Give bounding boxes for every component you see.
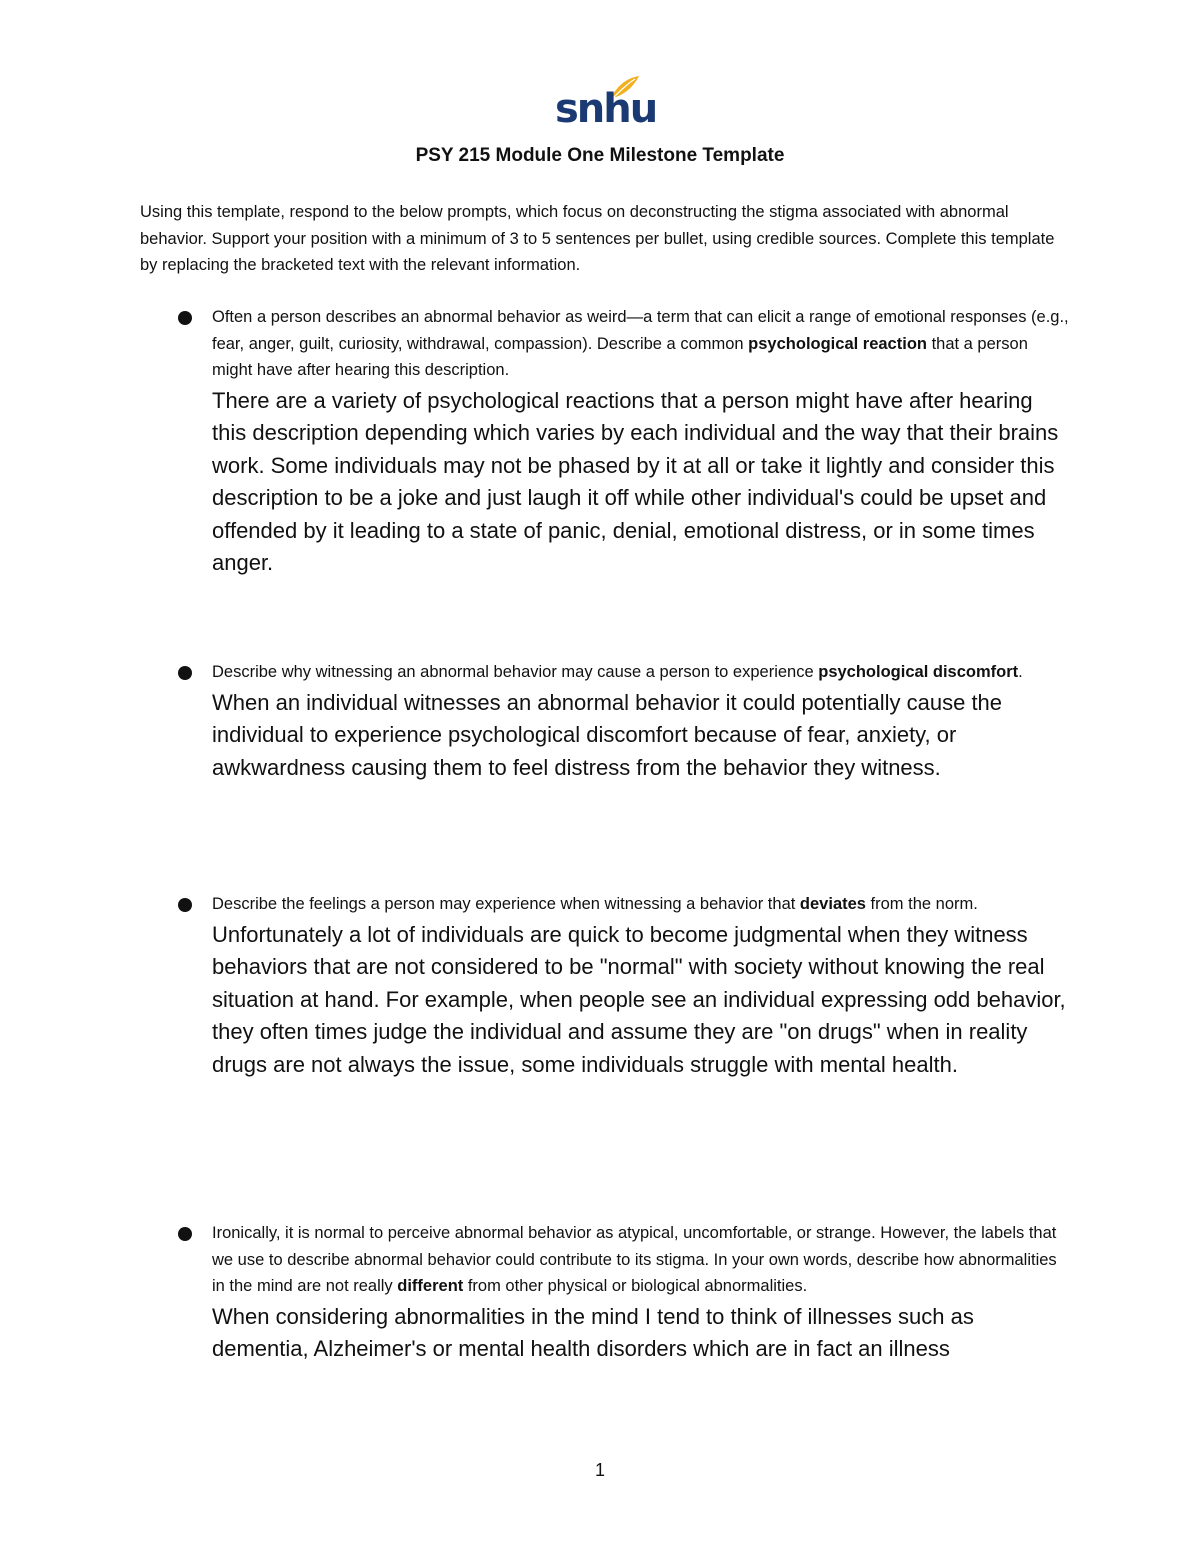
prompt-section-1 [212,304,1072,580]
prompt-section-3 [212,891,1072,1081]
answer-text: When an individual witnesses an abnormal behavior it could potentially cause the individual to experience psychological discomfort because of fear, anxiety, or awkwardness causing them to feel distress from the behavior they witness. [212,689,1003,780]
prompt-part: Ironically, it is normal to perceive abnormal behavior as atypical, uncomfortable, or strange. However, the labels that we use to describe abnormal behavior could contribute to its stigma. In your own words, describe how abnormalities in the mind are not really [212,1224,1057,1295]
prompt-emphasis: psychological reaction [748,334,927,353]
prompt-emphasis: psychological discomfort [818,663,1019,681]
snhu-logo [555,74,657,134]
prompt-part: from the norm. [865,895,978,913]
answer-text: When considering abnormalities in the mind I tend to think of illnesses such as dementia, Alzheimer's or mental health disorders which are in fact an illness [212,1303,974,1361]
prompt-section-4 [212,1220,1072,1366]
prompt-part: . [1018,663,1023,681]
logo-text: snhu [555,86,657,132]
answer-text: There are a variety of psychological reactions that a person might have after hearing this description depending which varies by each individual and the way that their brains work. Some individuals may not be phased by it at all or take it lightly and consider this description to be a joke and just laugh it off while other individual's could be upset and offended by it leading to a state of panic, denial, emotional distress, or in some times anger. [212,387,1059,575]
prompt-text [212,891,1072,918]
intro-paragraph: Using this template, respond to the below prompts, which focus on deconstructing the stigma associated with abnormal behavior. Support your position with a minimum of 3 to 5 sentences per bullet, using credible sources. Complete this template by replacing the bracketed text with the relevant information. [140,203,1055,274]
document-title: PSY 215 Module One Milestone Template [415,145,785,166]
page-number: 1 [594,1460,605,1480]
prompt-emphasis: different [397,1277,464,1295]
bullet-icon [178,1227,192,1241]
prompt-text [212,304,1072,384]
prompt-emphasis: deviates [799,895,866,913]
bullet-icon [178,311,192,325]
prompt-part: Often a person describes an abnormal behavior as weird—a term that can elicit a range of emotional responses (e.g., fear, anger, guilt, curiosity, withdrawal, compassion). Describe a common [212,308,1069,353]
answer-text: Unfortunately a lot of individuals are quick to become judgmental when they witness behaviors that are not considered to be "normal" with society without knowing the real situation at hand. For example, when people see an individual expressing odd behavior, they often times judge the individual and assume they are "on drugs" when in reality drugs are not always the issue, some individuals struggle with mental health. [212,921,1066,1077]
bullet-icon [178,898,192,912]
prompt-part: that a person might have after hearing this description. [212,334,1028,379]
prompt-section-2 [212,659,1072,784]
prompt-part: Describe why witnessing an abnormal behavior may cause a person to experience [212,663,819,681]
prompt-text [212,1220,1072,1300]
prompt-part: Describe the feelings a person may experience when witnessing a behavior that [212,895,800,913]
bullet-icon [178,666,192,680]
prompt-part: from other physical or biological abnormalities. [463,1277,808,1295]
prompt-text [212,659,1072,686]
